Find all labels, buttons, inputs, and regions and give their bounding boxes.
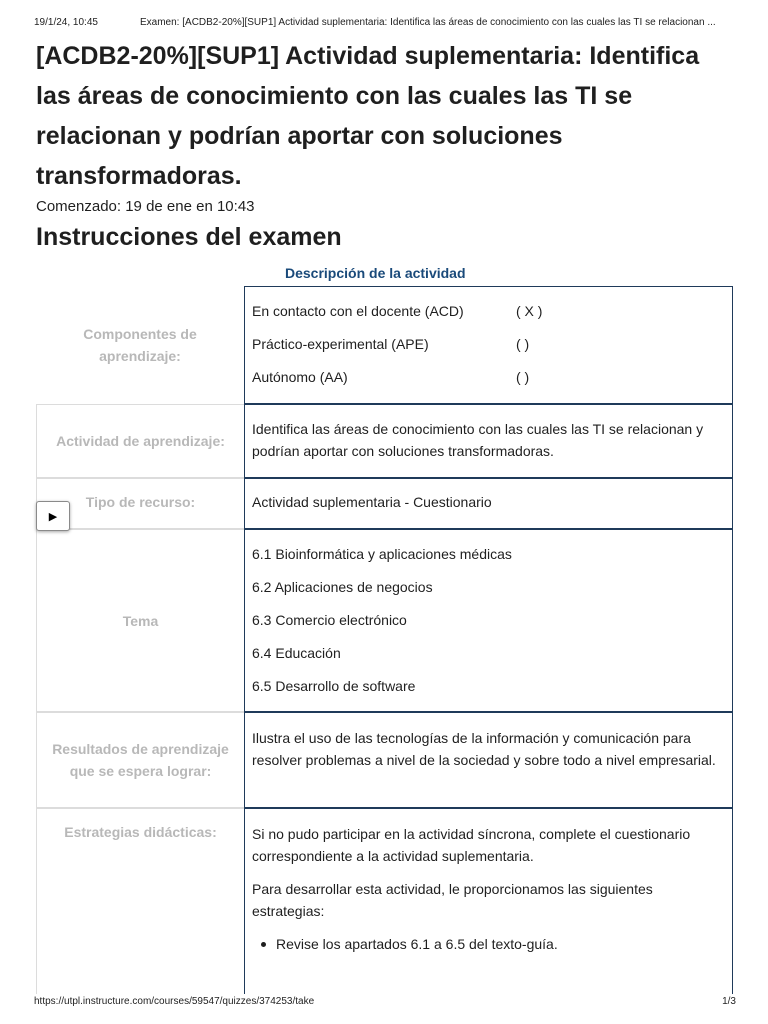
- topic-item: 6.5 Desarrollo de software: [252, 678, 416, 694]
- page-title: [ACDB2-20%][SUP1] Actividad suplementaria: Identifica las áreas de conocimiento con las cuales las TI se relacionan y podrían aportar con soluciones transformadoras.: [36, 42, 700, 190]
- table-caption: Descripción de la actividad: [285, 265, 466, 281]
- topic-item: 6.2 Aplicaciones de negocios: [252, 579, 433, 595]
- play-icon: ▶: [48, 510, 58, 523]
- value-componentes: [244, 286, 733, 404]
- value-tema: [244, 529, 733, 712]
- estrategias-bullet: Revise los apartados 6.1 a 6.5 del texto-guía.: [252, 933, 724, 955]
- estrategias-paragraph: Para desarrollar esta actividad, le proporcionamos las siguientes estrategias:: [252, 881, 653, 919]
- option-text: Autónomo (AA): [252, 369, 348, 385]
- label-tema-text: Tema: [122, 612, 159, 629]
- value-estrategias: [244, 808, 733, 994]
- label-estrategias-text: Estrategias didácticas:: [64, 824, 217, 840]
- topic-item: 6.4 Educación: [252, 645, 341, 661]
- print-page-number: 1/3: [722, 996, 736, 1007]
- label-actividad-text: Actividad de aprendizaje:: [56, 433, 225, 449]
- resultados-text: Ilustra el uso de las tecnologías de la información y comunicación para resolver problemas a nivel de la sociedad y sobre todo a nivel empresarial.: [252, 730, 716, 768]
- value-resultados: [244, 712, 733, 808]
- option-mark: ( X ): [516, 303, 543, 319]
- actividad-text: Identifica las áreas de conocimiento con las cuales las TI se relacionan y podrían aportar con soluciones transformadoras.: [252, 421, 704, 459]
- label-tipo-recurso-text: Tipo de recurso:: [85, 494, 196, 510]
- print-header: [0, 0, 768, 30]
- component-option-ape: [252, 328, 724, 361]
- print-footer: [0, 994, 768, 1014]
- started-timestamp: Comenzado: 19 de ene en 10:43: [36, 198, 255, 215]
- option-text: Práctico-experimental (APE): [252, 336, 429, 352]
- label-actividad: [36, 404, 244, 478]
- value-tipo-recurso: [244, 478, 733, 529]
- component-option-aa: [252, 361, 724, 394]
- print-doc-title: Examen: [ACDB2-20%][SUP1] Actividad suplementaria: Identifica las áreas de conocimiento con las cuales las TI se relacionan ...: [140, 17, 716, 28]
- label-tema: [36, 529, 244, 712]
- tipo-recurso-text: Actividad suplementaria - Cuestionario: [252, 494, 492, 510]
- label-resultados: [36, 712, 244, 808]
- estrategias-paragraph: Si no pudo participar en la actividad síncrona, complete el cuestionario correspondiente a la actividad suplementaria.: [252, 826, 691, 864]
- component-option-acd: [252, 295, 724, 328]
- section-heading: Instrucciones del examen: [36, 223, 342, 251]
- label-componentes-text: Componentes de aprendizaje:: [83, 326, 197, 364]
- option-mark: ( ): [516, 336, 530, 352]
- label-estrategias: [36, 808, 244, 994]
- topic-item: 6.1 Bioinformática y aplicaciones médicas: [252, 546, 512, 562]
- option-mark: ( ): [516, 369, 530, 385]
- topic-item: 6.3 Comercio electrónico: [252, 612, 407, 628]
- value-actividad: [244, 404, 733, 478]
- label-resultados-text: Resultados de aprendizaje que se espera lograr:: [52, 741, 229, 779]
- label-componentes: [36, 286, 244, 404]
- play-button[interactable]: [36, 501, 70, 531]
- print-url: https://utpl.instructure.com/courses/59547/quizzes/374253/take: [34, 996, 315, 1007]
- print-date: 19/1/24, 10:45: [34, 17, 98, 28]
- option-text: En contacto con el docente (ACD): [252, 303, 464, 319]
